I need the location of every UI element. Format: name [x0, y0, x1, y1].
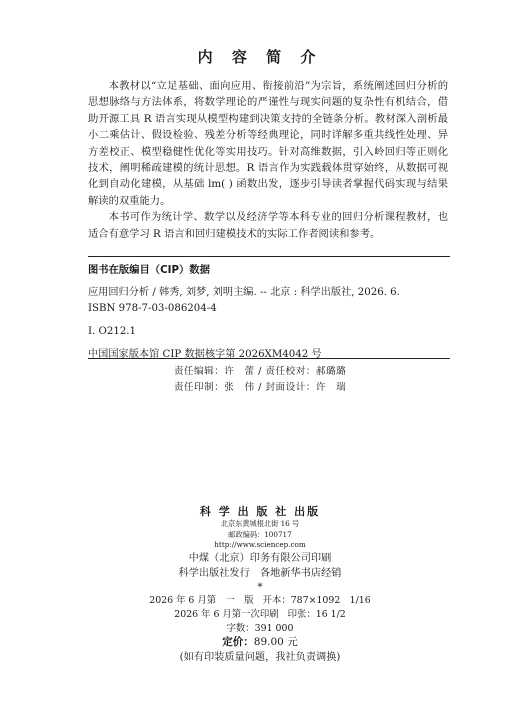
- book-format: 开本：787×1092 1/16: [262, 594, 371, 606]
- editorial-credits: [0, 364, 520, 395]
- cip-top-rule: [88, 256, 450, 257]
- printing-spec-row: [0, 608, 520, 622]
- imprint-block: [0, 503, 520, 665]
- edition-spec-row: [0, 594, 520, 608]
- distribution-line: 科学出版社发行 各地新华书店经销: [178, 567, 342, 579]
- credits-production-line: 责任印制：张 伟 / 封面设计：许 瑞: [173, 381, 347, 393]
- publisher-postcode: 邮政编码：100717: [228, 529, 292, 539]
- print-sheets: 印张：16 1/2: [287, 608, 346, 620]
- separator-star: *: [257, 581, 263, 593]
- page-title: 内 容 简 介: [197, 48, 323, 66]
- price-row: [0, 635, 520, 650]
- publisher-address: 北京东黄城根北街 16 号: [220, 519, 300, 528]
- cip-bottom-rule: [88, 358, 450, 359]
- cip-classification: Ⅰ. O212.1: [88, 326, 137, 337]
- price-value: 89.00 元: [253, 636, 298, 649]
- cip-block: [88, 262, 450, 363]
- cip-record-number: 中国国家版本馆 CIP 数据核字第 2026XM4042 号: [88, 349, 322, 360]
- publisher-name: 科 学 出 版 社 出版: [199, 505, 321, 518]
- printer-line: 中煤（北京）印务有限公司印刷: [188, 552, 332, 564]
- cip-bibliographic-line: 应用回归分析 / 韩秀, 刘梦, 刘明主编. -- 北京 : 科学出版社, 2026. 6.: [88, 287, 400, 298]
- cip-isbn: ISBN 978-7-03-086204-4: [88, 303, 217, 314]
- quality-notice: (如有印装质量问题，我社负责调换): [179, 652, 341, 664]
- summary-paragraph: 本书可作为统计学、数学以及经济学等本科专业的回归分析课程教材，也适合有意学习 R 语言和回归建模技术的实际工作者阅读和参考。: [88, 211, 448, 240]
- content-summary: [88, 78, 448, 242]
- summary-paragraph: 本教材以“立足基础、面向应用、衔接前沿”为宗旨，系统阐述回归分析的思想脉络与方法体系，将数学理论的严谨性与现实问题的复杂性有机结合，借助开源工具 R 语言实现从模型构建到决策支持的全链条分析。教材深入剖析最小二乘估计、假设检验、残差分析等经典理论，同时详解多重共线性处理、异方差校正、模型稳健性优化等实用技巧。针对高维数据，引入岭回归等正则化技术，阐明稀疏建模的统计思想。R 语言作为实践载体贯穿始终，从数据可视化到自动化建模，从基础 lm( ) 函数出发，逐步引导读者掌握代码实现与结果解读的双重能力。: [88, 80, 448, 207]
- price-label: 定价：: [222, 636, 254, 649]
- credits-editor-line: 责任编辑：许 蕾 / 责任校对：郝璐璐: [173, 366, 347, 377]
- print-date: 2026 年 6 月第一次印刷: [174, 608, 279, 620]
- cip-heading: 图书在版编目（CIP）数据: [88, 264, 210, 276]
- publisher-website: http://www.sciencep.com: [214, 540, 306, 549]
- word-count: 字数：391 000: [226, 622, 294, 634]
- edition-date: 2026 年 6 月第 一 版: [149, 594, 254, 606]
